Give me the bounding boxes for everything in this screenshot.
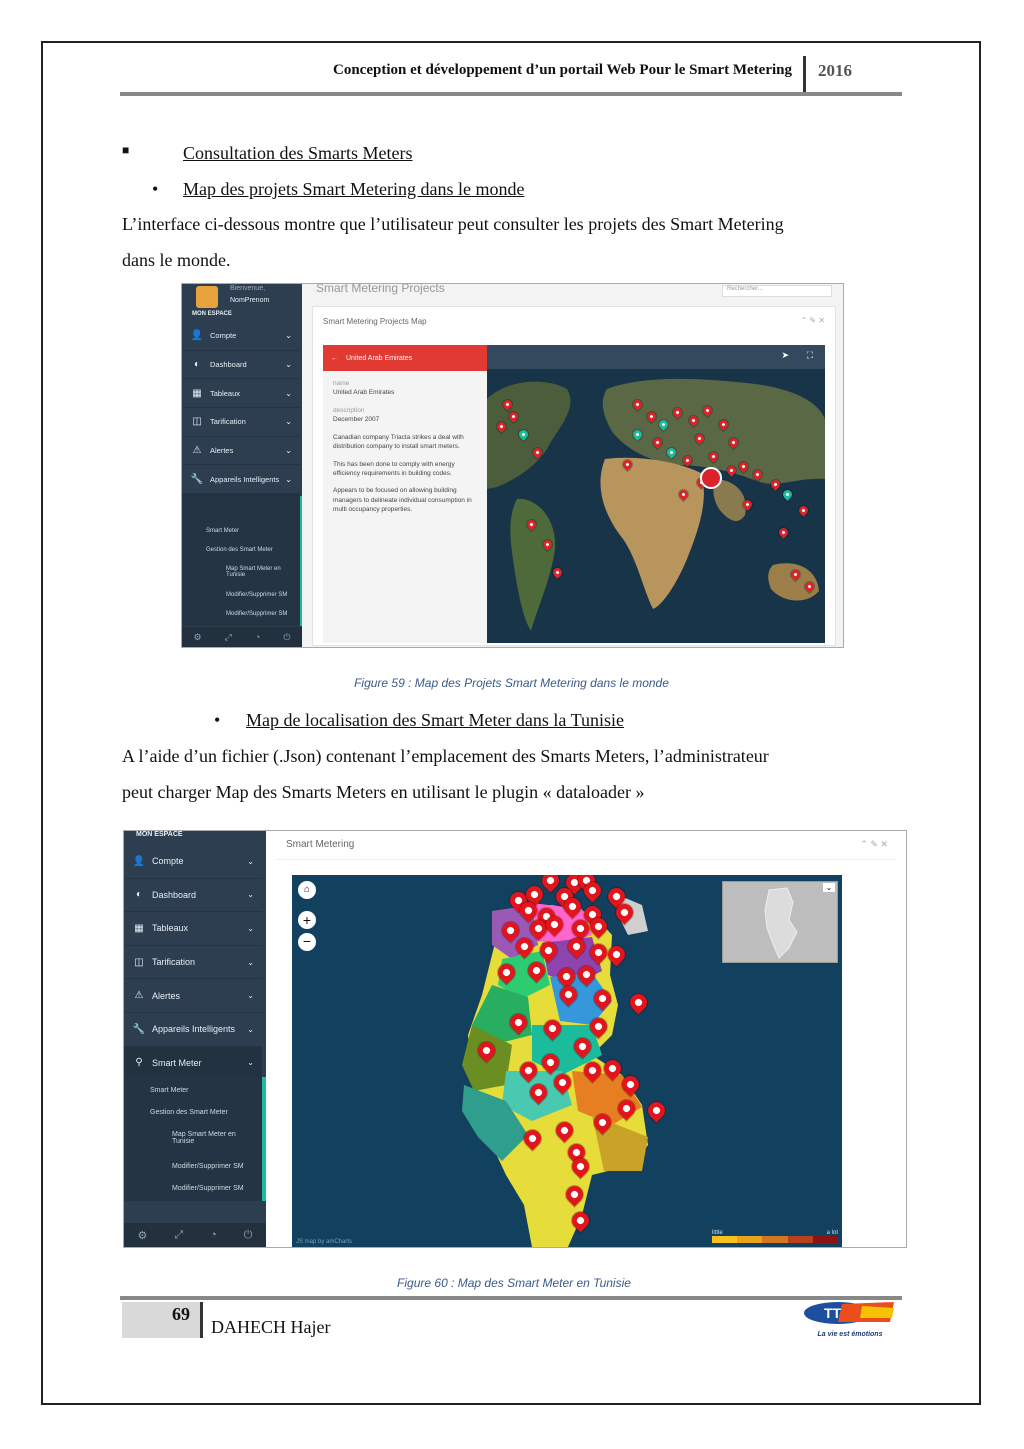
panel-title: Smart Metering Projects Map: [323, 317, 427, 326]
sidebar-item-alertes[interactable]: [124, 979, 262, 1013]
sidebar-item-tableaux[interactable]: [182, 379, 300, 408]
submenu-gestion[interactable]: Gestion des Smart Meter: [150, 1109, 228, 1116]
power-icon[interactable]: ⏻: [283, 631, 291, 642]
sidebar-item-label: Alertes: [210, 446, 234, 456]
world-map-pin[interactable]: [803, 580, 816, 593]
app-title: Smart Metering Projects: [316, 283, 445, 295]
sidebar: [182, 284, 302, 647]
eye-icon[interactable]: ◔: [210, 1229, 217, 1241]
tunisia-map-pin[interactable]: [614, 1096, 638, 1120]
caption-figure-60: Figure 60 : Map des Smart Meter en Tunisie: [397, 1276, 631, 1290]
tunisia-map-pin[interactable]: [586, 1014, 610, 1038]
fullscreen-icon[interactable]: ⤢: [224, 631, 232, 642]
dashboard-icon: ◐: [135, 889, 143, 901]
zoom-out-button[interactable]: −: [298, 933, 316, 951]
mon-espace-label: MON ESPACE: [136, 831, 183, 838]
chevron-down-icon: ⌄: [285, 360, 292, 370]
sidebar-item-appareils-intelligents[interactable]: [124, 1013, 262, 1047]
sidebar-item-label: Appareils Intelligents: [152, 1024, 236, 1035]
mon-espace-label: MON ESPACE: [192, 311, 232, 317]
sidebar-item-label: Dashboard: [210, 360, 247, 370]
sidebar-item-label: Tarification: [210, 417, 246, 427]
submenu-map-tunisie[interactable]: Map Smart Meter en Tunisie: [226, 566, 281, 578]
world-map-pins: [487, 369, 825, 643]
submenu-smart-meter[interactable]: Smart Meter: [206, 528, 240, 534]
world-map-pin[interactable]: [665, 446, 678, 459]
gear-icon[interactable]: ⚙: [137, 1229, 148, 1242]
money-icon: ◫: [134, 956, 144, 968]
tunisia-map-pin[interactable]: [600, 1056, 624, 1080]
world-map-pin[interactable]: [751, 468, 764, 481]
world-map-pin[interactable]: [677, 488, 690, 501]
home-icon[interactable]: ⌂: [298, 881, 316, 899]
world-map-pin[interactable]: [707, 450, 720, 463]
chevron-down-icon: ⌄: [285, 417, 292, 427]
tunisia-map-pin[interactable]: [536, 938, 560, 962]
submenu-map-tunisie[interactable]: Map Smart Meter en Tunisie: [172, 1131, 236, 1145]
legend-high-label: a lot: [826, 1230, 838, 1236]
minimap[interactable]: [722, 881, 838, 963]
logo-slogan: La vie est émotions: [817, 1331, 883, 1338]
world-map-pin[interactable]: [541, 538, 554, 551]
paragraph-2-line-1: A l’aide d’un fichier (.Json) contenant l’emplacement des Smarts Meters, l’administrateur: [122, 746, 769, 766]
chevron-down-icon: ⌄: [247, 1058, 254, 1068]
chevron-down-icon: ⌄: [247, 991, 254, 1001]
paragraph-1-line-2: dans le monde.: [122, 250, 231, 270]
world-map-pin[interactable]: [737, 460, 750, 473]
chevron-down-icon: ⌄: [285, 474, 292, 484]
sidebar-item-compte[interactable]: [124, 845, 262, 879]
main-content: [302, 284, 843, 647]
world-map-pin[interactable]: [681, 454, 694, 467]
tunisia-map-pin[interactable]: [524, 958, 548, 982]
tunisia-map-pin[interactable]: [474, 1038, 498, 1062]
dashboard-icon: ◐: [193, 359, 201, 371]
world-map-pin[interactable]: [777, 526, 790, 539]
tunisia-map-pin[interactable]: [516, 1058, 540, 1082]
world-map-pin[interactable]: [789, 568, 802, 581]
paragraph-1-line-1: L’interface ci-dessous montre que l’utilisateur peut consulter les projets des Smart Metering: [122, 214, 784, 234]
header-separator: [803, 56, 806, 92]
desc-paragraph-2: This has been done to comply with energy efficiency requirements in building codes.: [333, 460, 455, 477]
tunisia-map-pin[interactable]: [644, 1098, 668, 1122]
submenu-smart-meter[interactable]: Smart Meter: [150, 1087, 189, 1094]
sidebar-item-label: Smart Meter: [152, 1057, 202, 1068]
wrench-icon: 🔧: [132, 1023, 146, 1035]
chevron-down-icon: ⌄: [247, 856, 254, 866]
svg-text:TT: TT: [824, 1305, 842, 1321]
sidebar: [124, 831, 266, 1247]
world-map-pin[interactable]: [725, 464, 738, 477]
world-map-pin[interactable]: [631, 428, 644, 441]
world-map-pin[interactable]: [531, 446, 544, 459]
world-map-pin[interactable]: [687, 414, 700, 427]
panel-divider: [276, 859, 896, 860]
sidebar-item-tableaux[interactable]: [124, 912, 262, 946]
sidebar-item-label: Alertes: [152, 990, 181, 1001]
eye-icon[interactable]: ◔: [254, 632, 261, 642]
tunisia-map-pin[interactable]: [552, 1118, 576, 1142]
sidebar-item-appareils-intelligents[interactable]: [182, 466, 300, 495]
smart-meter-submenu: [182, 496, 302, 626]
map-credit: JS map by amCharts: [296, 1239, 353, 1245]
chevron-down-icon: ⌄: [285, 446, 292, 456]
tunisia-map-pin[interactable]: [586, 940, 610, 964]
desc-paragraph-1: Canadian company Triacta strikes a deal with distribution company to install smart meters.: [333, 433, 464, 451]
chevron-down-icon: ⌄: [247, 1024, 254, 1034]
chevron-down-icon: ⌄: [247, 890, 254, 900]
sidebar-item-label: Dashboard: [152, 889, 197, 900]
chevron-down-icon: ⌄: [285, 331, 292, 341]
world-map-pin[interactable]: [741, 498, 754, 511]
selected-pin-ring[interactable]: [700, 467, 722, 489]
world-map-pin[interactable]: [551, 566, 564, 579]
map-toolbar: [487, 345, 825, 369]
submenu-modifier-2[interactable]: Modifier/Supprimer SM: [226, 611, 288, 617]
desc-label: description: [333, 406, 365, 414]
tunisia-map-screenshot: [123, 830, 907, 1248]
sidebar-item-label: Tableaux: [152, 923, 189, 934]
sidebar-item-label: Compte: [152, 856, 184, 867]
minimap-toggle-icon[interactable]: ⌄: [823, 883, 835, 892]
tunisia-map-pin[interactable]: [538, 1050, 562, 1074]
bullet-icon: •: [214, 710, 221, 730]
footer-separator: [200, 1302, 203, 1338]
tunisia-map-pin[interactable]: [550, 1070, 574, 1094]
gear-icon[interactable]: ⚙: [193, 631, 202, 642]
world-map-pin[interactable]: [621, 458, 634, 471]
logo-mark: [802, 1300, 898, 1326]
chevron-down-icon: ⌄: [247, 957, 254, 967]
sidebar-item-alertes[interactable]: [182, 437, 300, 466]
sidebar-item-smart-meter[interactable]: [124, 1047, 262, 1081]
submenu-modifier-1[interactable]: Modifier/Supprimer SM: [226, 592, 288, 598]
legend-scale: [712, 1236, 838, 1243]
user-icon: 👤: [132, 855, 146, 867]
tunisia-map-pin[interactable]: [540, 1016, 564, 1040]
footer-rule: [120, 1296, 902, 1300]
desc-paragraph-3: Appears to be focused on allowing building managers to delineate individual consumption in multi occupancy properties.: [333, 487, 472, 514]
welcome-text: Bienvenue,: [230, 285, 266, 292]
bullet-world-map: Map des projets Smart Metering dans le monde: [183, 179, 525, 199]
search-input[interactable]: Rechercher...: [722, 285, 832, 297]
world-map-screenshot: [181, 283, 844, 648]
zoom-in-button[interactable]: +: [298, 911, 316, 929]
sidebar-item-tarification[interactable]: [182, 408, 300, 437]
world-map-pin[interactable]: [525, 518, 538, 531]
world-map-pin[interactable]: [727, 436, 740, 449]
header-title: Conception et développement d’un portail Web Pour le Smart Metering: [333, 62, 792, 78]
world-map-pin[interactable]: [797, 504, 810, 517]
tunisie-telecom-logo: [802, 1300, 898, 1338]
tunisia-map-pin[interactable]: [618, 1072, 642, 1096]
bullet-tunisia-map: Map de localisation des Smart Meter dans la Tunisie: [246, 710, 624, 730]
tunisia-map-pin[interactable]: [604, 942, 628, 966]
heat-legend: [712, 1230, 838, 1243]
footer-author: DAHECH Hajer: [211, 1317, 331, 1337]
avatar: [196, 286, 218, 308]
world-map-pin[interactable]: [651, 436, 664, 449]
table-icon: ▦: [192, 387, 202, 399]
panel-controls[interactable]: ⌃ ✎ ✕: [800, 316, 825, 325]
tunisia-map-pin[interactable]: [564, 934, 588, 958]
alert-icon: ⚠: [192, 445, 202, 457]
submenu-modifier-2[interactable]: Modifier/Supprimer SM: [172, 1185, 244, 1192]
tunisia-map-pin[interactable]: [494, 960, 518, 984]
page-header: [120, 56, 902, 96]
submenu-gestion[interactable]: Gestion des Smart Meter: [206, 547, 273, 553]
chevron-down-icon: ⌄: [285, 388, 292, 398]
info-header: [323, 345, 487, 371]
chevron-down-icon: ⌄: [247, 923, 254, 933]
panel-controls[interactable]: ⌃ ✎ ✕: [860, 839, 888, 849]
map-pin-icon: ⚲: [135, 1057, 143, 1069]
wrench-icon: 🔧: [190, 473, 204, 485]
smart-meter-submenu: [124, 1077, 266, 1201]
header-rule: [120, 92, 902, 96]
tunisia-map[interactable]: [292, 875, 842, 1247]
world-map-pin[interactable]: [693, 432, 706, 445]
world-map-pin[interactable]: [781, 488, 794, 501]
sidebar-item-label: Tarification: [152, 957, 196, 968]
sidebar-item-dashboard[interactable]: [124, 879, 262, 913]
minimap-svg: [723, 882, 837, 962]
sidebar-item-label: Tableaux: [210, 388, 241, 398]
tunisia-map-pin[interactable]: [520, 1126, 544, 1150]
panel-title: Smart Metering: [286, 839, 355, 850]
map-panel: [312, 306, 836, 646]
info-panel: [323, 345, 487, 643]
submenu-modifier-1[interactable]: Modifier/Supprimer SM: [172, 1163, 244, 1170]
tunisia-map-pin[interactable]: [590, 1110, 614, 1134]
world-map-pin[interactable]: [717, 418, 730, 431]
tunisia-map-pin[interactable]: [574, 962, 598, 986]
expand-icon[interactable]: ⛶: [806, 350, 813, 360]
world-map-pin[interactable]: [701, 404, 714, 417]
tunisia-map-pin[interactable]: [526, 1080, 550, 1104]
tunisia-map-pin[interactable]: [590, 986, 614, 1010]
tunisia-map-pin[interactable]: [568, 1208, 592, 1232]
name-label: name: [333, 380, 350, 387]
table-icon: ▦: [134, 922, 144, 934]
section-title: Consultation des Smarts Meters: [183, 143, 413, 163]
sidebar-footer: [182, 627, 302, 647]
power-icon[interactable]: ⏻: [243, 1228, 253, 1241]
tunisia-map-pin[interactable]: [580, 1058, 604, 1082]
user-name: NomPrenom: [230, 297, 270, 304]
back-arrow-icon[interactable]: ←: [331, 354, 338, 362]
square-bullet-icon: ■: [122, 143, 130, 157]
world-map-pin[interactable]: [501, 398, 514, 411]
world-map-pin[interactable]: [517, 428, 530, 441]
world-map-pin[interactable]: [769, 478, 782, 491]
page-number-box: [122, 1302, 200, 1338]
sidebar-item-dashboard[interactable]: [182, 351, 300, 380]
desc-date: December 2007: [333, 416, 380, 424]
sidebar-item-tarification[interactable]: [124, 946, 262, 980]
sidebar-footer: [124, 1223, 266, 1247]
money-icon: ◫: [192, 416, 202, 428]
world-map[interactable]: [487, 345, 825, 643]
world-map-pin[interactable]: [645, 410, 658, 423]
main-content: [266, 831, 906, 1247]
tunisia-map-pin[interactable]: [562, 1182, 586, 1206]
info-country: United Arab Emirates: [346, 354, 413, 362]
tunisia-map-pin[interactable]: [512, 934, 536, 958]
tunisia-map-pin[interactable]: [626, 990, 650, 1014]
world-map-pin[interactable]: [495, 420, 508, 433]
fullscreen-icon[interactable]: ⤢: [174, 1228, 184, 1241]
tunisia-map-pin[interactable]: [556, 982, 580, 1006]
tunisia-map-pin[interactable]: [506, 1010, 530, 1034]
sidebar-item-compte[interactable]: [182, 322, 300, 351]
page-number: 69: [172, 1304, 190, 1324]
share-icon[interactable]: ➤: [781, 350, 789, 360]
legend-low-label: little: [712, 1230, 723, 1236]
sidebar-item-label: Compte: [210, 331, 237, 341]
name-value: United Arab Emirates: [333, 389, 395, 397]
header-year: 2016: [818, 61, 852, 80]
bullet-icon: •: [152, 179, 159, 199]
sidebar-item-label: Appareils Intelligents: [210, 474, 280, 484]
world-map-pin[interactable]: [671, 406, 684, 419]
tunisia-map-pin[interactable]: [570, 1034, 594, 1058]
world-map-pin[interactable]: [657, 418, 670, 431]
world-map-pin[interactable]: [507, 410, 520, 423]
caption-figure-59: Figure 59 : Map des Projets Smart Metering dans le monde: [354, 676, 669, 690]
user-icon: 👤: [190, 330, 204, 342]
alert-icon: ⚠: [134, 990, 144, 1002]
world-map-pin[interactable]: [631, 398, 644, 411]
paragraph-2-line-2: peut charger Map des Smarts Meters en utilisant le plugin « dataloader »: [122, 782, 645, 802]
